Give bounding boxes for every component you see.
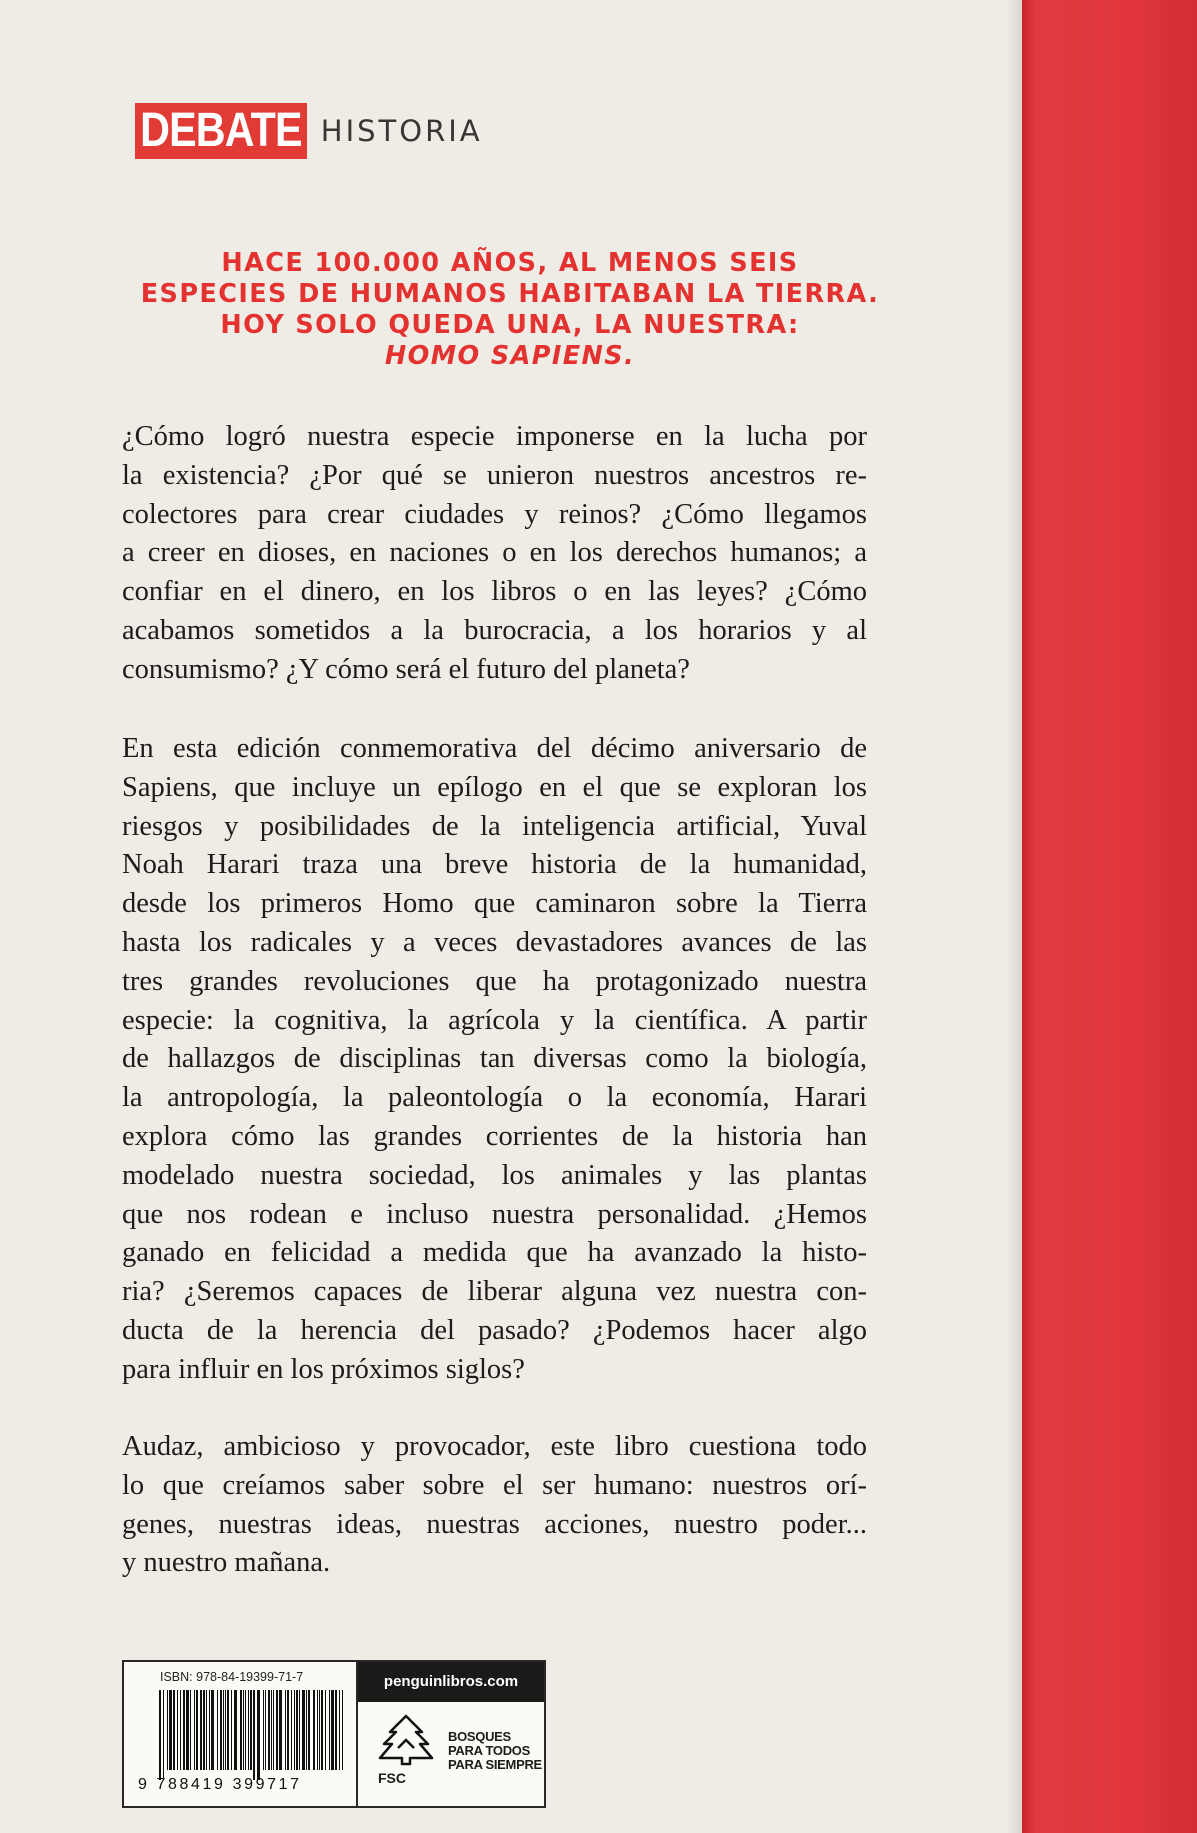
barcode-bar bbox=[223, 1690, 224, 1770]
barcode-bar bbox=[209, 1690, 210, 1770]
barcode-bar bbox=[240, 1690, 242, 1770]
barcode-bar bbox=[173, 1690, 175, 1770]
barcode-bar bbox=[167, 1690, 168, 1770]
barcode-bar bbox=[234, 1690, 237, 1770]
barcode-bar bbox=[163, 1690, 164, 1780]
barcode-bar bbox=[279, 1690, 282, 1770]
publisher-name: DEBATE bbox=[135, 103, 307, 159]
text-line: modelado nuestra sociedad, los animales y las plantas bbox=[122, 1159, 867, 1191]
barcode-bar bbox=[245, 1690, 246, 1770]
barcode-bar bbox=[159, 1690, 161, 1780]
barcode-bar bbox=[180, 1690, 181, 1770]
barcode-bar bbox=[257, 1690, 260, 1780]
barcode-bar bbox=[342, 1690, 343, 1770]
barcode-bar bbox=[227, 1690, 229, 1770]
text-line: En esta edición conmemorativa del décimo aniversario de bbox=[122, 733, 867, 764]
barcode-bar bbox=[183, 1690, 185, 1770]
barcode-bar bbox=[253, 1690, 255, 1780]
text-line: lo que creíamos saber sobre el ser humano: nuestros orí- bbox=[122, 1469, 867, 1501]
headline bbox=[120, 248, 900, 372]
barcode-bar bbox=[231, 1690, 232, 1770]
text-line: la antropología, la paleontología o la economía, Harari bbox=[122, 1082, 867, 1114]
barcode-bar bbox=[196, 1690, 198, 1770]
barcode-bar bbox=[299, 1690, 300, 1770]
barcode-bars bbox=[157, 1690, 347, 1780]
barcode-digits: 9 788419 399717 bbox=[138, 1776, 302, 1793]
barcode-bar bbox=[285, 1690, 286, 1770]
forest-claim bbox=[448, 1730, 542, 1772]
barcode-bar bbox=[190, 1690, 191, 1770]
text-line: riesgos y posibilidades de la inteligencia artificial, Yuval bbox=[122, 810, 867, 842]
barcode-bar bbox=[335, 1690, 337, 1770]
text-line: ¿Cómo logró nuestra especie imponerse en la lucha por bbox=[122, 421, 867, 452]
text-line: Audaz, ambicioso y provocador, este libro cuestiona todo bbox=[122, 1431, 867, 1462]
text-line: acabamos sometidos a la burocracia, a los horarios y al bbox=[122, 614, 867, 646]
barcode-bar bbox=[217, 1690, 218, 1770]
text-line: confiar en el dinero, en los libros o en las leyes? ¿Cómo bbox=[122, 576, 867, 608]
text-line: ducta de la herencia del pasado? ¿Podemos hacer algo bbox=[122, 1314, 867, 1346]
barcode-bar bbox=[250, 1690, 252, 1770]
text-line: hasta los radicales y a veces devastadores avances de las bbox=[122, 926, 867, 958]
text-line: especie: la cognitiva, la agrícola y la científica. A partir bbox=[122, 1004, 867, 1036]
headline-line: HACE 100.000 AÑOS, AL MENOS SEIS bbox=[221, 248, 799, 278]
text-line: genes, nuestras ideas, nuestras acciones, nuestro poder... bbox=[122, 1508, 867, 1540]
barcode-bar bbox=[194, 1690, 195, 1770]
text-line: Sapiens, que incluye un epílogo en el que se exploran los bbox=[122, 771, 867, 803]
barcode-bar bbox=[169, 1690, 172, 1770]
barcode-bar bbox=[177, 1690, 178, 1770]
forest-line: BOSQUES bbox=[448, 1729, 511, 1744]
barcode-bar bbox=[308, 1690, 310, 1770]
headline-line: HOMO SAPIENS. bbox=[384, 341, 636, 371]
barcode-bar bbox=[287, 1690, 289, 1770]
barcode-bar bbox=[225, 1690, 226, 1770]
barcode-bar bbox=[294, 1690, 295, 1770]
barcode-bar bbox=[306, 1690, 307, 1770]
text-line: Noah Harari traza una breve historia de la humanidad, bbox=[122, 849, 867, 881]
barcode-bar bbox=[313, 1690, 315, 1770]
barcode-bar bbox=[186, 1690, 189, 1770]
text-line: explora cómo las grandes corrientes de la historia han bbox=[122, 1120, 867, 1152]
text-line: ria? ¿Seremos capaces de liberar alguna vez nuestra con- bbox=[122, 1276, 867, 1308]
barcode-bar bbox=[329, 1690, 330, 1770]
barcode-bar bbox=[243, 1690, 244, 1770]
paragraph-description bbox=[122, 730, 867, 1390]
barcode-bar bbox=[211, 1690, 214, 1770]
barcode-bar bbox=[200, 1690, 202, 1770]
barcode-bar bbox=[220, 1690, 222, 1770]
publisher-info bbox=[358, 1662, 544, 1806]
paragraph-closing bbox=[122, 1428, 867, 1583]
barcode-bar bbox=[296, 1690, 298, 1770]
barcode-bar bbox=[302, 1690, 305, 1770]
barcode-bar bbox=[325, 1690, 326, 1770]
barcode-bar bbox=[317, 1690, 318, 1770]
barcode-bar bbox=[206, 1690, 207, 1770]
text-line: de hallazgos de disciplinas tan diversas como la biología, bbox=[122, 1043, 867, 1075]
barcode-bar bbox=[273, 1690, 274, 1770]
text-line: colectores para crear ciudades y reinos? ¿Cómo llegamos bbox=[122, 498, 867, 530]
barcode-panel bbox=[122, 1660, 546, 1808]
barcode-bar bbox=[319, 1690, 320, 1770]
text-line: ganado en felicidad a medida que ha avanzado la histo- bbox=[122, 1237, 867, 1269]
headline-line: HOY SOLO QUEDA UNA, LA NUESTRA: bbox=[220, 310, 800, 340]
barcode-bar bbox=[276, 1690, 278, 1770]
fsc-logo bbox=[376, 1712, 542, 1792]
fsc-label: FSC bbox=[378, 1770, 406, 1786]
barcode-bar bbox=[268, 1690, 270, 1770]
publisher-logo bbox=[135, 103, 483, 159]
text-line: a creer en dioses, en naciones o en los derechos humanos; a bbox=[122, 537, 867, 569]
barcode-bar bbox=[203, 1690, 205, 1770]
barcode-bar bbox=[271, 1690, 272, 1770]
text-line: que nos rodean e incluso nuestra personalidad. ¿Hemos bbox=[122, 1198, 867, 1230]
website-label: penguinlibros.com bbox=[358, 1662, 544, 1702]
text-line: consumismo? ¿Y cómo será el futuro del planeta? bbox=[122, 653, 690, 685]
book-spine bbox=[1022, 0, 1197, 1833]
barcode-bar bbox=[339, 1690, 340, 1770]
barcode-bar bbox=[321, 1690, 323, 1770]
barcode-bar bbox=[291, 1690, 292, 1770]
text-line: desde los primeros Homo que caminaron sobre la Tierra bbox=[122, 888, 867, 920]
headline-line: ESPECIES DE HUMANOS HABITABAN LA TIERRA. bbox=[140, 279, 880, 309]
forest-line: PARA SIEMPRE bbox=[448, 1757, 542, 1772]
barcode-area bbox=[124, 1662, 358, 1806]
forest-line: PARA TODOS bbox=[448, 1743, 530, 1758]
text-line: para influir en los próximos siglos? bbox=[122, 1353, 525, 1385]
barcode-bar bbox=[263, 1690, 264, 1770]
spine-shadow bbox=[1006, 0, 1022, 1833]
fsc-tree-icon bbox=[376, 1712, 436, 1768]
text-line: y nuestro mañana. bbox=[122, 1547, 331, 1579]
barcode-bar bbox=[248, 1690, 249, 1770]
text-line: la existencia? ¿Por qué se unieron nuestros ancestros re- bbox=[122, 459, 867, 491]
isbn-label: ISBN: 978-84-19399-71-7 bbox=[160, 1670, 304, 1684]
barcode-bar bbox=[265, 1690, 266, 1770]
paragraph-intro bbox=[122, 418, 867, 690]
collection-name: HISTORIA bbox=[320, 114, 483, 148]
text-line: tres grandes revoluciones que ha protagonizado nuestra bbox=[122, 965, 867, 997]
barcode-bar bbox=[331, 1690, 334, 1770]
